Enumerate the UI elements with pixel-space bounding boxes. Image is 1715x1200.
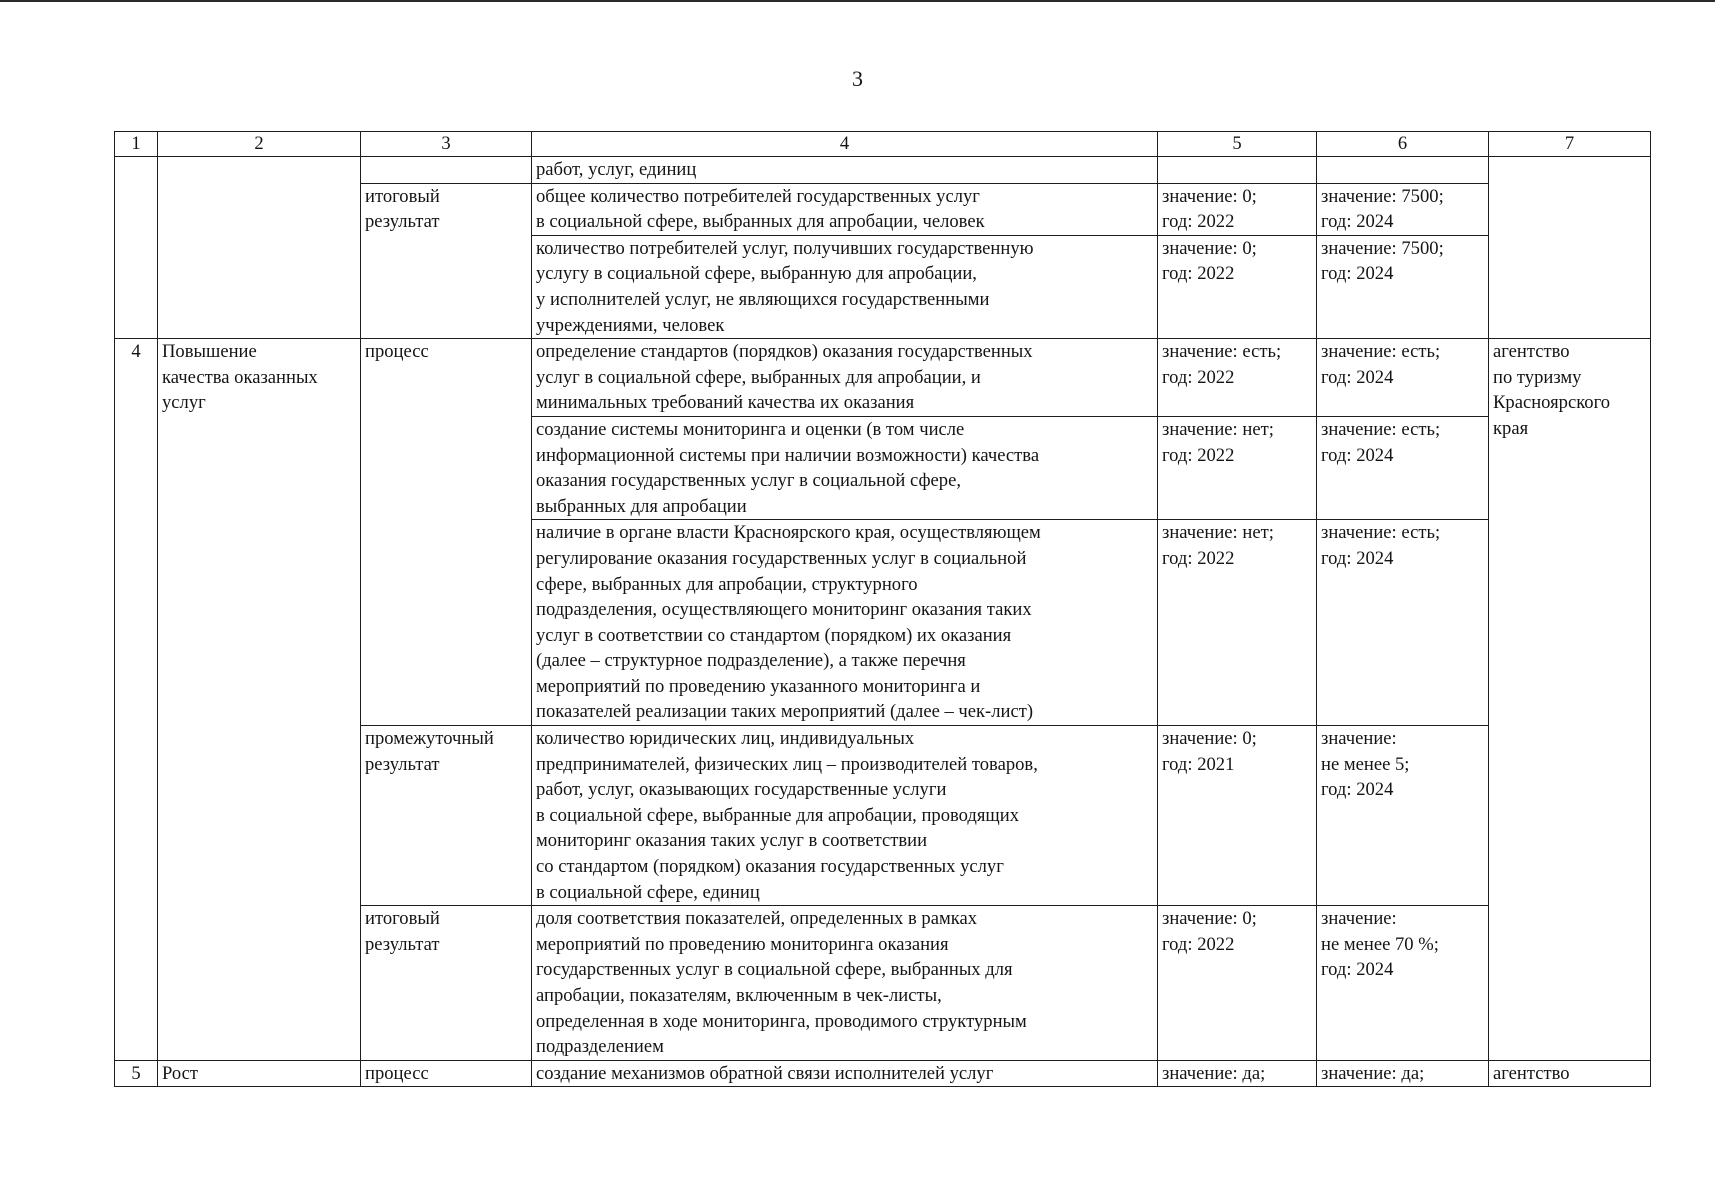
base-value-cell: значение: есть; год: 2022 — [1158, 339, 1317, 417]
column-number: 4 — [532, 132, 1158, 157]
task-cell: Повышение качества оказанных услуг — [158, 339, 361, 1061]
target-value-cell: значение: не менее 70 %; год: 2024 — [1317, 906, 1489, 1061]
result-type-cell: промежуточный результат — [361, 726, 532, 906]
task-cell — [158, 157, 361, 339]
target-value-cell: значение: 7500; год: 2024 — [1317, 235, 1489, 338]
target-value-cell: значение: не менее 5; год: 2024 — [1317, 726, 1489, 906]
column-number: 6 — [1317, 132, 1489, 157]
indicators-table — [114, 131, 1651, 1087]
indicator-cell: общее количество потребителей государственных услуг в социальной сфере, выбранных для апробации, человек — [532, 183, 1158, 235]
base-value-cell: значение: нет; год: 2022 — [1158, 520, 1317, 726]
column-number: 2 — [158, 132, 361, 157]
indicator-cell: работ, услуг, единиц — [532, 157, 1158, 184]
result-type-cell: итоговый результат — [361, 906, 532, 1061]
row-number-cell — [115, 157, 158, 339]
result-type-cell: процесс — [361, 1060, 532, 1087]
base-value-cell: значение: 0; год: 2022 — [1158, 235, 1317, 338]
base-value-cell: значение: 0; год: 2021 — [1158, 726, 1317, 906]
indicator-cell: создание механизмов обратной связи исполнителей услуг — [532, 1060, 1158, 1087]
target-value-cell: значение: да; — [1317, 1060, 1489, 1087]
page-top-edge — [0, 0, 1715, 2]
column-number: 7 — [1489, 132, 1651, 157]
column-number: 1 — [115, 132, 158, 157]
responsible-cell — [1489, 906, 1651, 1061]
indicator-cell: доля соответствия показателей, определенных в рамках мероприятий по проведению мониторинга оказания государственных услуг в социальной сфере, выбранных для апробации, показателям, включенным в чек-листы, определенная в ходе мониторинга, проводимого структурным подразделением — [532, 906, 1158, 1061]
result-type-cell — [361, 157, 532, 184]
target-value-cell — [1317, 157, 1489, 184]
result-type-cell: итоговый результат — [361, 183, 532, 339]
column-number: 5 — [1158, 132, 1317, 157]
responsible-cell: агентство по туризму Красноярского края — [1489, 339, 1651, 906]
base-value-cell: значение: 0; год: 2022 — [1158, 183, 1317, 235]
target-value-cell: значение: есть; год: 2024 — [1317, 520, 1489, 726]
base-value-cell — [1158, 157, 1317, 184]
base-value-cell: значение: 0; год: 2022 — [1158, 906, 1317, 1061]
target-value-cell: значение: есть; год: 2024 — [1317, 416, 1489, 519]
page-number: 3 — [852, 66, 863, 91]
indicator-cell: количество потребителей услуг, получивших государственную услугу в социальной сфере, выбранную для апробации, у исполнителей услуг, не являющихся государственными учреждениями, человек — [532, 235, 1158, 338]
table-row — [115, 157, 1651, 184]
indicator-cell: наличие в органе власти Красноярского края, осуществляющем регулирование оказания государственных услуг в социальной сфере, выбранных для апробации, структурного подразделения, осуществляющего мониторинг оказания таких услуг в соответствии со стандартом (порядком) их оказания (далее – структурное подразделение), а также перечня мероприятий по проведению указанного мониторинга и показателей реализации таких мероприятий (далее – чек-лист) — [532, 520, 1158, 726]
task-cell: Рост — [158, 1060, 361, 1087]
responsible-cell — [1489, 157, 1651, 339]
indicator-cell: количество юридических лиц, индивидуальных предпринимателей, физических лиц – производителей товаров, работ, услуг, оказывающих государственные услуги в социальной сфере, выбранные для апробации, проводящих мониторинг оказания таких услуг в соответствии со стандартом (порядком) оказания государственных услуг в социальной сфере, единиц — [532, 726, 1158, 906]
row-number-cell: 5 — [115, 1060, 158, 1087]
table-header-row — [115, 132, 1651, 157]
table-row — [115, 339, 1651, 417]
target-value-cell: значение: 7500; год: 2024 — [1317, 183, 1489, 235]
row-number-cell: 4 — [115, 339, 158, 1061]
base-value-cell: значение: да; — [1158, 1060, 1317, 1087]
result-type-cell: процесс — [361, 339, 532, 726]
target-value-cell: значение: есть; год: 2024 — [1317, 339, 1489, 417]
responsible-cell: агентство — [1489, 1060, 1651, 1087]
indicator-cell: определение стандартов (порядков) оказания государственных услуг в социальной сфере, выбранных для апробации, и минимальных требований качества их оказания — [532, 339, 1158, 417]
base-value-cell: значение: нет; год: 2022 — [1158, 416, 1317, 519]
column-number: 3 — [361, 132, 532, 157]
indicator-cell: создание системы мониторинга и оценки (в том числе информационной системы при наличии возможности) качества оказания государственных услуг в социальной сфере, выбранных для апробации — [532, 416, 1158, 519]
table-row — [115, 1060, 1651, 1087]
